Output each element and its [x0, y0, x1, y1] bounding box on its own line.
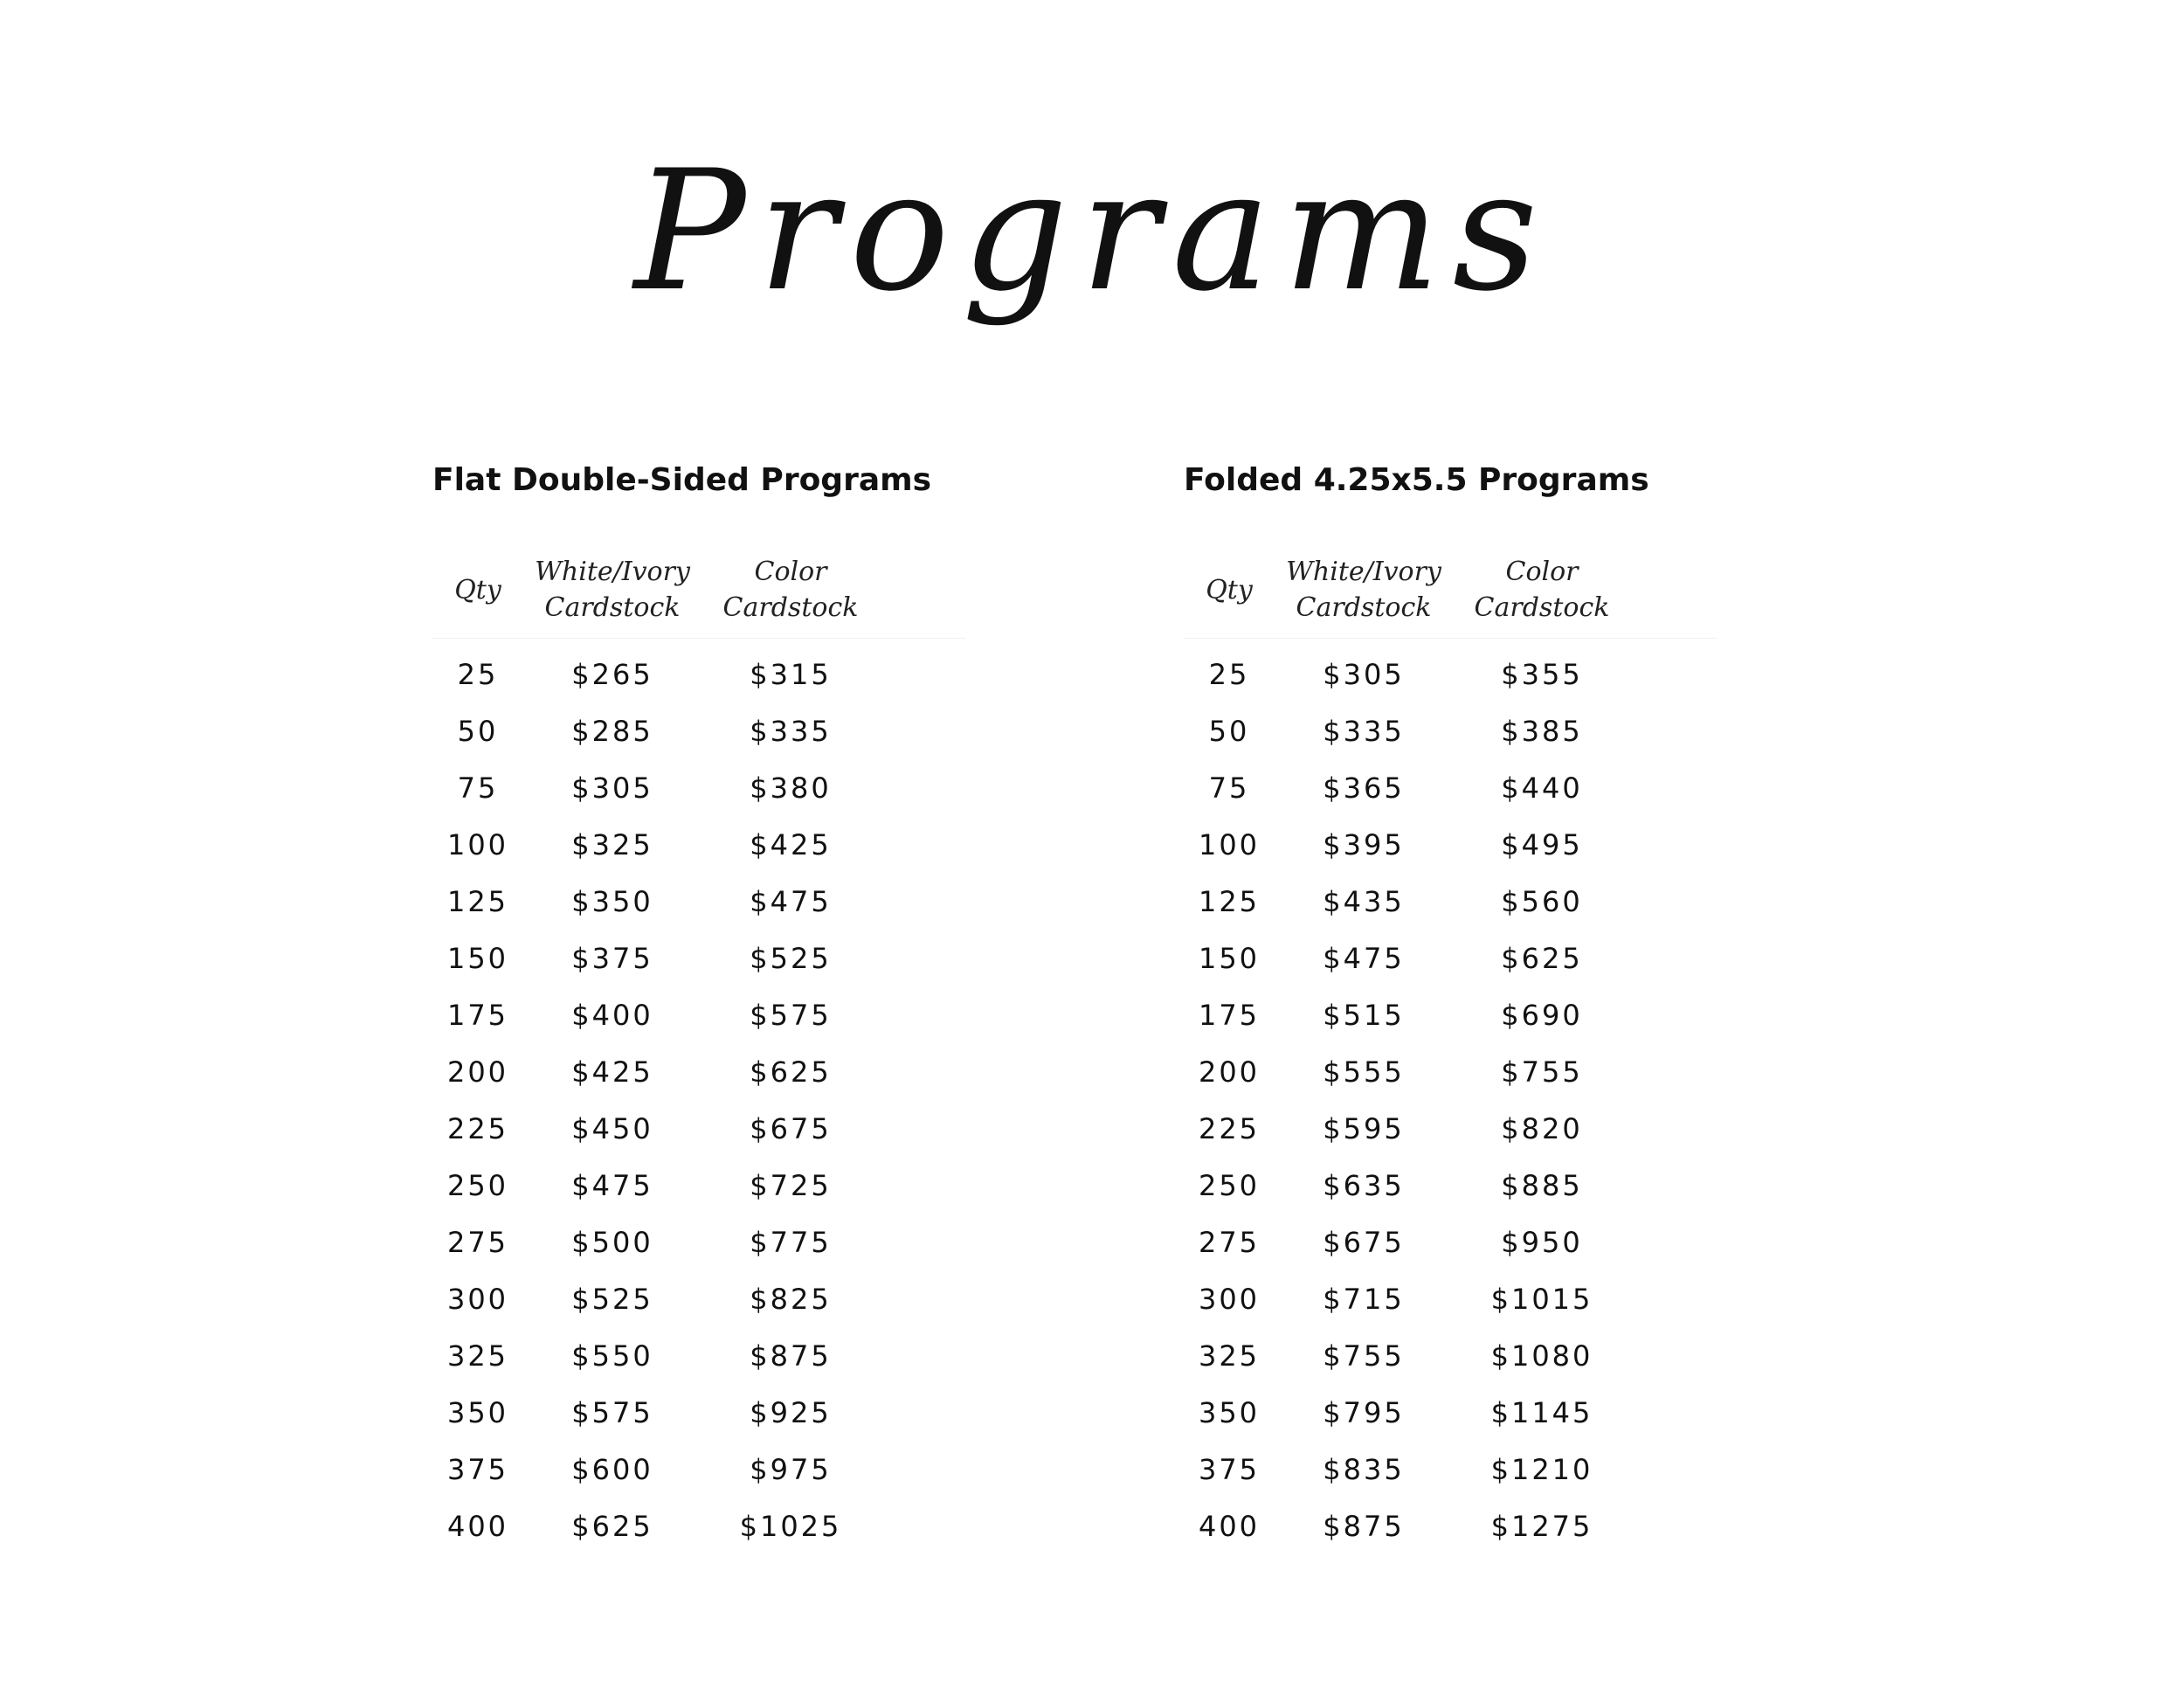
folded-programs-table: [1184, 454, 1717, 1554]
color-price-cell: $560: [1501, 884, 1583, 918]
color-price-cell: $690: [1501, 998, 1583, 1032]
qty-cell: 325: [1198, 1339, 1261, 1373]
color-price-cell: $925: [750, 1395, 832, 1429]
qty-cell: 200: [1198, 1055, 1261, 1089]
qty-column-header: [1184, 572, 1275, 608]
table-row: [1184, 646, 1717, 702]
white-ivory-price-cell: $425: [571, 1055, 653, 1089]
white-ivory-price-cell: $305: [1323, 657, 1405, 691]
color-price-cell: $440: [1501, 771, 1583, 805]
qty-header-label: Qty: [454, 574, 501, 605]
color-price-cell: $335: [750, 714, 832, 748]
color-header-line1: Color: [1505, 557, 1579, 587]
white-header-line2: Cardstock: [544, 592, 681, 623]
table-row: [1184, 1498, 1717, 1554]
qty-cell: 75: [1208, 771, 1250, 805]
color-price-cell: $475: [750, 884, 832, 918]
white-ivory-price-cell: $550: [571, 1339, 653, 1373]
table-row: [1184, 986, 1717, 1043]
qty-cell: 250: [446, 1168, 509, 1202]
qty-cell: 25: [1208, 657, 1250, 691]
qty-cell: 75: [457, 771, 499, 805]
qty-cell: 375: [446, 1452, 509, 1486]
table-header-row: [432, 542, 965, 639]
color-header-line2: Cardstock: [1474, 592, 1610, 623]
color-price-cell: $975: [750, 1452, 832, 1486]
flat-programs-table: [432, 454, 965, 1554]
table-rows: [432, 646, 965, 1554]
color-price-cell: $825: [750, 1282, 832, 1316]
white-ivory-price-cell: $600: [571, 1452, 653, 1486]
qty-cell: 150: [1198, 941, 1261, 975]
table-row: [432, 873, 965, 930]
color-price-cell: $885: [1501, 1168, 1583, 1202]
white-ivory-price-cell: $435: [1323, 884, 1405, 918]
table-row: [432, 1441, 965, 1498]
white-ivory-price-cell: $755: [1323, 1339, 1405, 1373]
white-header-line2: Cardstock: [1296, 592, 1432, 623]
qty-cell: 250: [1198, 1168, 1261, 1202]
white-ivory-price-cell: $675: [1323, 1225, 1405, 1259]
white-ivory-price-cell: $515: [1323, 998, 1405, 1032]
table-row: [432, 1157, 965, 1214]
color-price-cell: $525: [750, 941, 832, 975]
table-row: [1184, 1270, 1717, 1327]
white-ivory-price-cell: $265: [571, 657, 653, 691]
table-row: [432, 1384, 965, 1441]
qty-cell: 125: [446, 884, 509, 918]
white-ivory-price-cell: $365: [1323, 771, 1405, 805]
color-price-cell: $385: [1501, 714, 1583, 748]
page-title: Programs: [633, 135, 1551, 328]
color-price-cell: $575: [750, 998, 832, 1032]
color-price-cell: $725: [750, 1168, 832, 1202]
table-row: [432, 702, 965, 759]
qty-cell: 325: [446, 1339, 509, 1373]
color-column-header: [1453, 554, 1631, 626]
white-ivory-price-cell: $285: [571, 714, 653, 748]
qty-cell: 150: [446, 941, 509, 975]
color-price-cell: $875: [750, 1339, 832, 1373]
white-ivory-price-cell: $875: [1323, 1509, 1405, 1543]
white-ivory-price-cell: $795: [1323, 1395, 1405, 1429]
table-row: [1184, 1327, 1717, 1384]
white-ivory-price-cell: $335: [1323, 714, 1405, 748]
color-price-cell: $425: [750, 827, 832, 861]
table-header-row: [1184, 542, 1717, 639]
white-ivory-price-cell: $475: [571, 1168, 653, 1202]
white-ivory-price-cell: $500: [571, 1225, 653, 1259]
color-price-cell: $315: [750, 657, 832, 691]
color-price-cell: $1025: [739, 1509, 842, 1543]
table-row: [1184, 1441, 1717, 1498]
white-ivory-price-cell: $350: [571, 884, 653, 918]
white-ivory-price-cell: $555: [1323, 1055, 1405, 1089]
table-row: [432, 930, 965, 986]
table-row: [432, 646, 965, 702]
color-price-cell: $1080: [1490, 1339, 1593, 1373]
color-price-cell: $495: [1501, 827, 1583, 861]
color-price-cell: $820: [1501, 1111, 1583, 1145]
qty-cell: 100: [446, 827, 509, 861]
qty-cell: 25: [457, 657, 499, 691]
white-ivory-price-cell: $715: [1323, 1282, 1405, 1316]
table-row: [1184, 1214, 1717, 1270]
white-ivory-price-cell: $395: [1323, 827, 1405, 861]
table-rows: [1184, 646, 1717, 1554]
table-row: [1184, 702, 1717, 759]
table-row: [432, 1498, 965, 1554]
white-ivory-column-header: [1275, 554, 1453, 626]
table-row: [1184, 1157, 1717, 1214]
white-ivory-price-cell: $305: [571, 771, 653, 805]
table-row: [432, 986, 965, 1043]
qty-cell: 350: [1198, 1395, 1261, 1429]
color-price-cell: $625: [1501, 941, 1583, 975]
color-price-cell: $950: [1501, 1225, 1583, 1259]
white-ivory-column-header: [523, 554, 702, 626]
color-column-header: [702, 554, 880, 626]
white-ivory-price-cell: $835: [1323, 1452, 1405, 1486]
color-price-cell: $1210: [1490, 1452, 1593, 1486]
table-row: [432, 1327, 965, 1384]
qty-cell: 400: [1198, 1509, 1261, 1543]
white-header-line1: White/Ivory: [1286, 557, 1441, 587]
qty-cell: 225: [446, 1111, 509, 1145]
qty-cell: 375: [1198, 1452, 1261, 1486]
white-ivory-price-cell: $635: [1323, 1168, 1405, 1202]
table-row: [1184, 1043, 1717, 1100]
white-ivory-price-cell: $525: [571, 1282, 653, 1316]
table-row: [1184, 816, 1717, 873]
qty-cell: 200: [446, 1055, 509, 1089]
color-price-cell: $675: [750, 1111, 832, 1145]
table-row: [432, 759, 965, 816]
table-heading: Folded 4.25x5.5 Programs: [1184, 462, 1649, 498]
white-ivory-price-cell: $375: [571, 941, 653, 975]
table-row: [1184, 930, 1717, 986]
table-row: [432, 1270, 965, 1327]
table-row: [432, 1100, 965, 1157]
color-price-cell: $1015: [1490, 1282, 1593, 1316]
qty-cell: 175: [446, 998, 509, 1032]
qty-header-label: Qty: [1206, 574, 1253, 605]
color-price-cell: $1145: [1490, 1395, 1593, 1429]
qty-cell: 125: [1198, 884, 1261, 918]
color-price-cell: $1275: [1490, 1509, 1593, 1543]
qty-cell: 175: [1198, 998, 1261, 1032]
color-price-cell: $755: [1501, 1055, 1583, 1089]
qty-cell: 300: [446, 1282, 509, 1316]
color-price-cell: $775: [750, 1225, 832, 1259]
white-ivory-price-cell: $625: [571, 1509, 653, 1543]
white-ivory-price-cell: $325: [571, 827, 653, 861]
white-ivory-price-cell: $400: [571, 998, 653, 1032]
white-ivory-price-cell: $450: [571, 1111, 653, 1145]
table-row: [1184, 759, 1717, 816]
table-heading: Flat Double-Sided Programs: [432, 462, 932, 498]
white-header-line1: White/Ivory: [535, 557, 690, 587]
color-header-line1: Color: [754, 557, 827, 587]
white-ivory-price-cell: $475: [1323, 941, 1405, 975]
color-header-line2: Cardstock: [722, 592, 859, 623]
table-row: [432, 1043, 965, 1100]
table-row: [1184, 1100, 1717, 1157]
color-price-cell: $355: [1501, 657, 1583, 691]
qty-cell: 50: [457, 714, 499, 748]
qty-cell: 300: [1198, 1282, 1261, 1316]
qty-column-header: [432, 572, 523, 608]
color-price-cell: $380: [750, 771, 832, 805]
qty-cell: 400: [446, 1509, 509, 1543]
table-row: [432, 816, 965, 873]
qty-cell: 350: [446, 1395, 509, 1429]
white-ivory-price-cell: $595: [1323, 1111, 1405, 1145]
white-ivory-price-cell: $575: [571, 1395, 653, 1429]
color-price-cell: $625: [750, 1055, 832, 1089]
qty-cell: 275: [1198, 1225, 1261, 1259]
qty-cell: 50: [1208, 714, 1250, 748]
qty-cell: 225: [1198, 1111, 1261, 1145]
qty-cell: 275: [446, 1225, 509, 1259]
table-row: [432, 1214, 965, 1270]
table-row: [1184, 873, 1717, 930]
table-row: [1184, 1384, 1717, 1441]
qty-cell: 100: [1198, 827, 1261, 861]
